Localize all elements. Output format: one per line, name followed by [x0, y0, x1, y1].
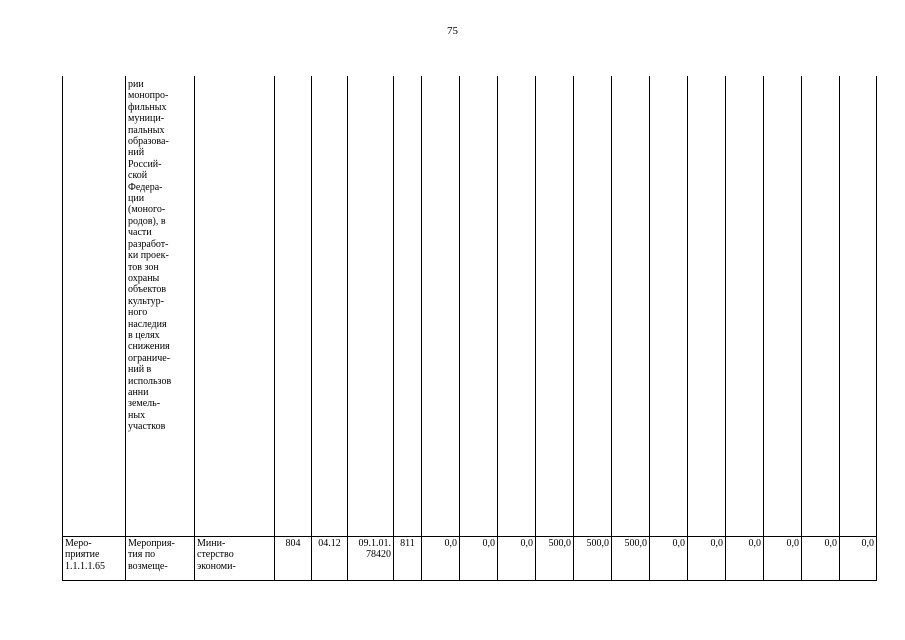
cell-value-empty — [460, 76, 498, 537]
cell-value: 0,0 — [422, 537, 460, 581]
cell-value-empty — [802, 76, 840, 537]
cell-value-empty — [498, 76, 536, 537]
cell-value: 0,0 — [726, 537, 764, 581]
cell-value-empty — [840, 76, 877, 537]
cell-executor: Мини- стерство экономи- — [195, 537, 275, 581]
cell-rzpr-empty — [312, 76, 348, 537]
cell-value: 0,0 — [764, 537, 802, 581]
cell-measure-name-continued: рии монопро- фильных муници- пальных образова- ний Россий- ской Федера- ции (моного- родов), в части разработ- ки проек- тов зон охраны объектов культур- ного наследия в целях снижения ограниче- ний в использов анни земель- ных участков — [126, 76, 195, 537]
cell-vr-empty — [394, 76, 422, 537]
cell-grbs: 804 — [275, 537, 312, 581]
cell-value: 0,0 — [650, 537, 688, 581]
table-row-measure — [63, 537, 877, 581]
cell-value-empty — [536, 76, 574, 537]
cell-vr: 811 — [394, 537, 422, 581]
cell-value-empty — [726, 76, 764, 537]
cell-value-empty — [764, 76, 802, 537]
cell-measure-label: Меро- приятие 1.1.1.1.65 — [63, 537, 126, 581]
cell-label-empty — [63, 76, 126, 537]
cell-value: 0,0 — [840, 537, 877, 581]
cell-value: 0,0 — [688, 537, 726, 581]
cell-value: 500,0 — [536, 537, 574, 581]
cell-grbs-empty — [275, 76, 312, 537]
cell-value: 500,0 — [612, 537, 650, 581]
cell-executor-empty — [195, 76, 275, 537]
cell-rzpr: 04.12 — [312, 537, 348, 581]
cell-value: 0,0 — [498, 537, 536, 581]
budget-table — [62, 76, 877, 581]
cell-value: 0,0 — [460, 537, 498, 581]
cell-csr-empty — [348, 76, 394, 537]
cell-value-empty — [612, 76, 650, 537]
cell-value-empty — [650, 76, 688, 537]
page-number: 75 — [447, 25, 458, 37]
cell-value: 500,0 — [574, 537, 612, 581]
cell-measure-name: Мероприя- тия по возмеще- — [126, 537, 195, 581]
cell-value-empty — [422, 76, 460, 537]
cell-csr: 09.1.01. 78420 — [348, 537, 394, 581]
cell-value-empty — [574, 76, 612, 537]
cell-value-empty — [688, 76, 726, 537]
table-row-continued — [63, 76, 877, 537]
cell-value: 0,0 — [802, 537, 840, 581]
